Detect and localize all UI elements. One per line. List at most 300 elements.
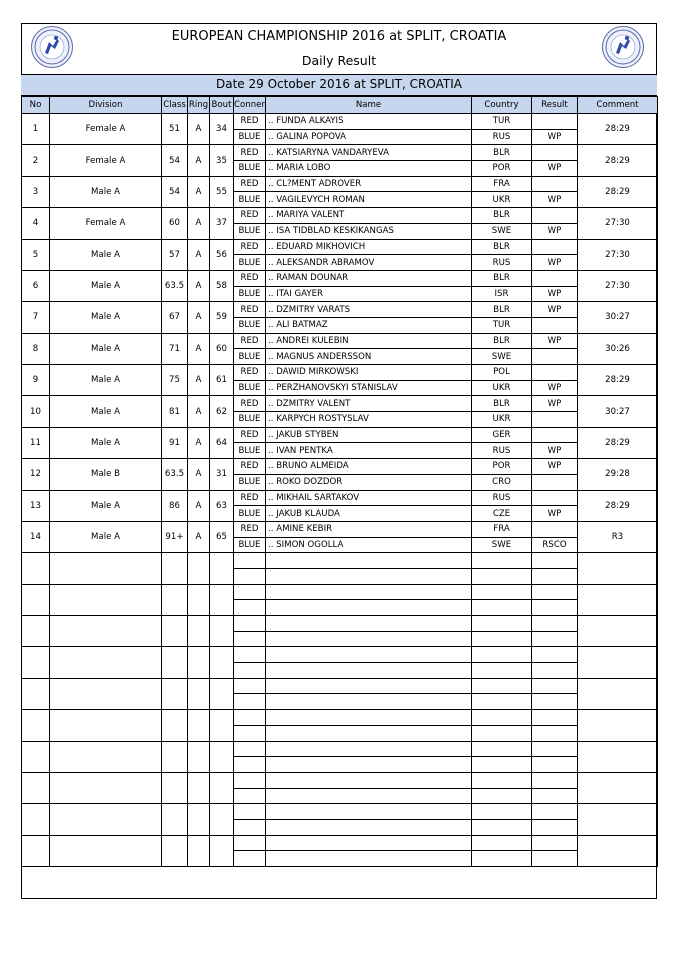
- corner-cell: BLUE: [234, 192, 266, 208]
- comment-cell: 30:27: [578, 302, 658, 333]
- col-class-header: Class: [162, 97, 188, 114]
- bout-cell: 56: [210, 239, 234, 270]
- comment-cell: 27:30: [578, 270, 658, 301]
- empty-cell: [472, 568, 532, 584]
- empty-cell: [472, 788, 532, 804]
- empty-cell: [472, 757, 532, 773]
- corner-cell: RED: [234, 239, 266, 255]
- corner-cell: RED: [234, 270, 266, 286]
- class-cell: 51: [162, 114, 188, 145]
- class-cell: 54: [162, 176, 188, 207]
- country-cell: BLR: [472, 239, 532, 255]
- empty-cell: [266, 694, 472, 710]
- empty-cell: [22, 772, 50, 803]
- empty-row: [22, 678, 658, 694]
- fighter-name: .. PERZHANOVSKYI STANISLAV: [266, 380, 472, 396]
- country-cell: POL: [472, 365, 532, 381]
- empty-cell: [234, 568, 266, 584]
- result-cell: [532, 317, 578, 333]
- empty-cell: [578, 678, 658, 709]
- corner-cell: RED: [234, 145, 266, 161]
- country-cell: POR: [472, 459, 532, 475]
- empty-cell: [472, 694, 532, 710]
- country-cell: UKR: [472, 192, 532, 208]
- comment-cell: 30:27: [578, 396, 658, 427]
- empty-cell: [22, 584, 50, 615]
- class-cell: 81: [162, 396, 188, 427]
- ring-cell: A: [188, 176, 210, 207]
- col-country-header: Country: [472, 97, 532, 114]
- ring-cell: A: [188, 459, 210, 490]
- corner-cell: BLUE: [234, 286, 266, 302]
- bout-number: 13: [22, 490, 50, 521]
- empty-cell: [22, 710, 50, 741]
- empty-cell: [532, 819, 578, 835]
- empty-cell: [50, 553, 162, 584]
- ring-cell: A: [188, 521, 210, 552]
- division-cell: Female A: [50, 145, 162, 176]
- empty-cell: [234, 741, 266, 757]
- bout-number: 14: [22, 521, 50, 552]
- empty-cell: [532, 772, 578, 788]
- division-cell: Male A: [50, 239, 162, 270]
- ring-cell: A: [188, 145, 210, 176]
- fighter-name: .. MARIYA VALENT: [266, 208, 472, 224]
- bout-red-row: [22, 490, 658, 506]
- comment-cell: 28:29: [578, 114, 658, 145]
- empty-cell: [188, 710, 210, 741]
- empty-cell: [210, 678, 234, 709]
- class-cell: 54: [162, 145, 188, 176]
- result-cell: WP: [532, 396, 578, 412]
- fighter-name: .. VAGILEVYCH ROMAN: [266, 192, 472, 208]
- empty-cell: [266, 568, 472, 584]
- empty-cell: [162, 835, 188, 866]
- empty-cell: [210, 647, 234, 678]
- empty-cell: [532, 835, 578, 851]
- empty-cell: [266, 819, 472, 835]
- empty-cell: [266, 804, 472, 820]
- comment-cell: 29:28: [578, 459, 658, 490]
- fighter-name: .. AMINE KEBIR: [266, 521, 472, 537]
- empty-cell: [234, 710, 266, 726]
- bout-number: 7: [22, 302, 50, 333]
- empty-cell: [532, 725, 578, 741]
- col-division-header: Division: [50, 97, 162, 114]
- result-cell: [532, 521, 578, 537]
- result-cell: WP: [532, 223, 578, 239]
- result-cell: WP: [532, 302, 578, 318]
- corner-cell: RED: [234, 114, 266, 130]
- bout-red-row: [22, 208, 658, 224]
- empty-cell: [472, 851, 532, 867]
- empty-cell: [472, 819, 532, 835]
- empty-cell: [532, 678, 578, 694]
- empty-cell: [234, 725, 266, 741]
- result-cell: [532, 412, 578, 428]
- fighter-name: .. RAMAN DOUNAR: [266, 270, 472, 286]
- comment-cell: 28:29: [578, 490, 658, 521]
- empty-cell: [22, 804, 50, 835]
- empty-cell: [234, 772, 266, 788]
- empty-cell: [472, 600, 532, 616]
- empty-cell: [532, 757, 578, 773]
- class-cell: 91: [162, 427, 188, 458]
- division-cell: Male A: [50, 176, 162, 207]
- empty-cell: [532, 584, 578, 600]
- empty-cell: [188, 678, 210, 709]
- division-cell: Male A: [50, 490, 162, 521]
- empty-cell: [266, 725, 472, 741]
- empty-cell: [188, 741, 210, 772]
- result-cell: WP: [532, 333, 578, 349]
- result-cell: WP: [532, 129, 578, 145]
- bout-number: 2: [22, 145, 50, 176]
- empty-cell: [50, 835, 162, 866]
- country-cell: CRO: [472, 474, 532, 490]
- country-cell: BLR: [472, 145, 532, 161]
- bout-cell: 59: [210, 302, 234, 333]
- country-cell: GER: [472, 427, 532, 443]
- fighter-name: .. BRUNO ALMEIDA: [266, 459, 472, 475]
- empty-row: [22, 772, 658, 788]
- col-result-header: Result: [532, 97, 578, 114]
- page-title: EUROPEAN CHAMPIONSHIP 2016 at SPLIT, CROATIA: [171, 29, 507, 44]
- empty-cell: [210, 835, 234, 866]
- empty-row: [22, 835, 658, 851]
- empty-cell: [472, 553, 532, 569]
- country-cell: SWE: [472, 349, 532, 365]
- empty-cell: [266, 741, 472, 757]
- empty-cell: [266, 772, 472, 788]
- empty-cell: [472, 741, 532, 757]
- corner-cell: RED: [234, 365, 266, 381]
- bout-red-row: [22, 365, 658, 381]
- division-cell: Male A: [50, 427, 162, 458]
- empty-cell: [532, 616, 578, 632]
- empty-cell: [578, 553, 658, 584]
- empty-cell: [234, 678, 266, 694]
- result-cell: [532, 365, 578, 381]
- bout-cell: 37: [210, 208, 234, 239]
- empty-cell: [532, 568, 578, 584]
- empty-cell: [578, 647, 658, 678]
- result-cell: WP: [532, 286, 578, 302]
- corner-cell: RED: [234, 302, 266, 318]
- empty-cell: [162, 553, 188, 584]
- result-cell: [532, 270, 578, 286]
- comment-cell: 30:26: [578, 333, 658, 364]
- corner-cell: RED: [234, 521, 266, 537]
- col-name-header: Name: [266, 97, 472, 114]
- class-cell: 75: [162, 365, 188, 396]
- col-comment-header: Comment: [578, 97, 658, 114]
- empty-cell: [50, 678, 162, 709]
- class-cell: 86: [162, 490, 188, 521]
- result-cell: [532, 349, 578, 365]
- bout-red-row: [22, 239, 658, 255]
- fighter-name: .. SIMON OGOLLA: [266, 537, 472, 553]
- corner-cell: BLUE: [234, 223, 266, 239]
- result-cell: [532, 208, 578, 224]
- fighter-name: .. DAWID MIRKOWSKI: [266, 365, 472, 381]
- class-cell: 71: [162, 333, 188, 364]
- bout-red-row: [22, 145, 658, 161]
- ring-cell: A: [188, 396, 210, 427]
- empty-cell: [578, 584, 658, 615]
- result-cell: WP: [532, 443, 578, 459]
- class-cell: 60: [162, 208, 188, 239]
- empty-cell: [472, 710, 532, 726]
- country-cell: FRA: [472, 521, 532, 537]
- empty-cell: [472, 804, 532, 820]
- bout-red-row: [22, 114, 658, 130]
- bout-number: 5: [22, 239, 50, 270]
- division-cell: Female A: [50, 114, 162, 145]
- result-cell: WP: [532, 380, 578, 396]
- country-cell: RUS: [472, 129, 532, 145]
- comment-cell: 27:30: [578, 239, 658, 270]
- division-cell: Male A: [50, 333, 162, 364]
- result-cell: [532, 239, 578, 255]
- ring-cell: A: [188, 333, 210, 364]
- ring-cell: A: [188, 239, 210, 270]
- bout-cell: 55: [210, 176, 234, 207]
- empty-cell: [210, 710, 234, 741]
- corner-cell: BLUE: [234, 443, 266, 459]
- corner-cell: BLUE: [234, 349, 266, 365]
- fighter-name: .. KATSIARYNA VANDARYEVA: [266, 145, 472, 161]
- bout-number: 3: [22, 176, 50, 207]
- country-cell: SWE: [472, 223, 532, 239]
- empty-cell: [234, 584, 266, 600]
- empty-row: [22, 616, 658, 632]
- country-cell: UKR: [472, 380, 532, 396]
- corner-cell: BLUE: [234, 474, 266, 490]
- empty-cell: [578, 710, 658, 741]
- empty-cell: [210, 741, 234, 772]
- empty-cell: [472, 835, 532, 851]
- col-no-header: No: [22, 97, 50, 114]
- fighter-name: .. EDUARD MIKHOVICH: [266, 239, 472, 255]
- division-cell: Female A: [50, 208, 162, 239]
- empty-cell: [162, 647, 188, 678]
- bout-cell: 61: [210, 365, 234, 396]
- country-cell: UKR: [472, 412, 532, 428]
- empty-cell: [472, 584, 532, 600]
- bout-cell: 35: [210, 145, 234, 176]
- empty-cell: [50, 647, 162, 678]
- corner-cell: RED: [234, 490, 266, 506]
- empty-cell: [234, 835, 266, 851]
- class-cell: 91+: [162, 521, 188, 552]
- class-cell: 63.5: [162, 270, 188, 301]
- result-cell: WP: [532, 255, 578, 271]
- empty-cell: [162, 741, 188, 772]
- bout-number: 11: [22, 427, 50, 458]
- country-cell: RUS: [472, 255, 532, 271]
- empty-cell: [188, 835, 210, 866]
- corner-cell: RED: [234, 208, 266, 224]
- bout-red-row: [22, 333, 658, 349]
- results-table: [21, 96, 658, 867]
- page-subtitle: Daily Result: [301, 53, 377, 68]
- bout-cell: 64: [210, 427, 234, 458]
- country-cell: CZE: [472, 506, 532, 522]
- ring-cell: A: [188, 302, 210, 333]
- result-cell: WP: [532, 506, 578, 522]
- result-cell: [532, 490, 578, 506]
- bout-red-row: [22, 176, 658, 192]
- empty-cell: [234, 694, 266, 710]
- corner-cell: RED: [234, 459, 266, 475]
- fighter-name: .. JAKUB KLAUDA: [266, 506, 472, 522]
- empty-cell: [472, 647, 532, 663]
- empty-cell: [188, 772, 210, 803]
- bout-number: 10: [22, 396, 50, 427]
- empty-cell: [188, 647, 210, 678]
- empty-cell: [234, 757, 266, 773]
- empty-cell: [472, 772, 532, 788]
- empty-cell: [162, 804, 188, 835]
- bout-red-row: [22, 459, 658, 475]
- fighter-name: .. CL?MENT ADROVER: [266, 176, 472, 192]
- fighter-name: .. DZMITRY VARATS: [266, 302, 472, 318]
- empty-cell: [266, 647, 472, 663]
- empty-cell: [162, 772, 188, 803]
- empty-cell: [22, 835, 50, 866]
- fighter-name: .. ALEKSANDR ABRAMOV: [266, 255, 472, 271]
- bout-number: 4: [22, 208, 50, 239]
- corner-cell: RED: [234, 176, 266, 192]
- result-cell: RSCO: [532, 537, 578, 553]
- bout-number: 9: [22, 365, 50, 396]
- bout-number: 8: [22, 333, 50, 364]
- corner-cell: BLUE: [234, 161, 266, 177]
- fighter-name: .. MARIA LOBO: [266, 161, 472, 177]
- empty-cell: [234, 600, 266, 616]
- bout-red-row: [22, 396, 658, 412]
- country-cell: BLR: [472, 270, 532, 286]
- corner-cell: BLUE: [234, 129, 266, 145]
- empty-cell: [188, 616, 210, 647]
- ring-cell: A: [188, 114, 210, 145]
- comment-cell: 28:29: [578, 145, 658, 176]
- empty-cell: [22, 647, 50, 678]
- empty-cell: [210, 553, 234, 584]
- empty-cell: [266, 710, 472, 726]
- fighter-name: .. IVAN PENTKA: [266, 443, 472, 459]
- empty-cell: [188, 553, 210, 584]
- division-cell: Male A: [50, 302, 162, 333]
- empty-cell: [22, 616, 50, 647]
- result-cell: WP: [532, 161, 578, 177]
- corner-cell: BLUE: [234, 380, 266, 396]
- empty-cell: [50, 804, 162, 835]
- col-ring-header: Ring: [188, 97, 210, 114]
- empty-cell: [266, 788, 472, 804]
- corner-cell: BLUE: [234, 506, 266, 522]
- division-cell: Male B: [50, 459, 162, 490]
- corner-cell: BLUE: [234, 412, 266, 428]
- empty-cell: [266, 835, 472, 851]
- empty-cell: [234, 663, 266, 679]
- empty-cell: [266, 757, 472, 773]
- bout-red-row: [22, 302, 658, 318]
- empty-cell: [234, 788, 266, 804]
- empty-cell: [578, 804, 658, 835]
- bout-cell: 63: [210, 490, 234, 521]
- empty-cell: [210, 804, 234, 835]
- empty-cell: [234, 804, 266, 820]
- fighter-name: .. MAGNUS ANDERSSON: [266, 349, 472, 365]
- country-cell: BLR: [472, 302, 532, 318]
- empty-cell: [578, 772, 658, 803]
- result-cell: [532, 176, 578, 192]
- country-cell: SWE: [472, 537, 532, 553]
- empty-cell: [234, 616, 266, 632]
- empty-cell: [472, 616, 532, 632]
- empty-cell: [532, 694, 578, 710]
- federation-emblem-icon: [602, 26, 644, 68]
- bout-red-row: [22, 521, 658, 537]
- country-cell: BLR: [472, 208, 532, 224]
- ring-cell: A: [188, 270, 210, 301]
- fighter-name: .. DZMITRY VALENT: [266, 396, 472, 412]
- corner-cell: BLUE: [234, 317, 266, 333]
- empty-row: [22, 553, 658, 569]
- country-cell: RUS: [472, 490, 532, 506]
- empty-cell: [578, 616, 658, 647]
- ring-cell: A: [188, 365, 210, 396]
- empty-cell: [532, 851, 578, 867]
- empty-cell: [266, 553, 472, 569]
- corner-cell: RED: [234, 396, 266, 412]
- division-cell: Male A: [50, 521, 162, 552]
- fighter-name: .. GALINA POPOVA: [266, 129, 472, 145]
- empty-row: [22, 710, 658, 726]
- bout-cell: 58: [210, 270, 234, 301]
- empty-cell: [162, 616, 188, 647]
- bout-red-row: [22, 270, 658, 286]
- comment-cell: 28:29: [578, 176, 658, 207]
- empty-cell: [472, 678, 532, 694]
- result-cell: WP: [532, 192, 578, 208]
- fighter-name: .. FUNDA ALKAYIS: [266, 114, 472, 130]
- empty-cell: [162, 710, 188, 741]
- bout-cell: 62: [210, 396, 234, 427]
- class-cell: 57: [162, 239, 188, 270]
- table-header-row: [22, 97, 658, 114]
- bout-number: 12: [22, 459, 50, 490]
- empty-cell: [532, 804, 578, 820]
- empty-cell: [162, 584, 188, 615]
- result-cell: [532, 145, 578, 161]
- empty-cell: [532, 647, 578, 663]
- fighter-name: .. ISA TIDBLAD KESKIKANGAS: [266, 223, 472, 239]
- empty-cell: [532, 741, 578, 757]
- empty-cell: [50, 616, 162, 647]
- date-banner: Date 29 October 2016 at SPLIT, CROATIA: [21, 74, 657, 96]
- empty-cell: [266, 600, 472, 616]
- country-cell: FRA: [472, 176, 532, 192]
- empty-cell: [234, 553, 266, 569]
- empty-cell: [578, 835, 658, 866]
- empty-cell: [578, 741, 658, 772]
- country-cell: ISR: [472, 286, 532, 302]
- corner-cell: BLUE: [234, 537, 266, 553]
- bout-cell: 34: [210, 114, 234, 145]
